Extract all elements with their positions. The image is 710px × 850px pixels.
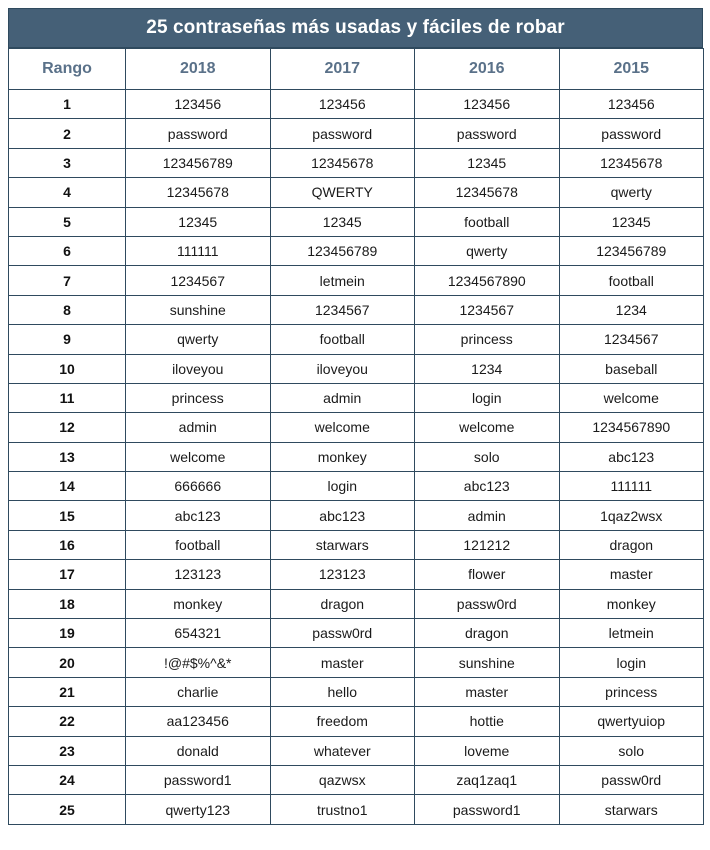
table-row [9, 148, 704, 177]
table-row [9, 178, 704, 207]
cell-2018: 12345678 [126, 178, 271, 207]
rank-cell: 1 [9, 90, 126, 119]
cell-2017: welcome [270, 413, 415, 442]
rank-cell: 23 [9, 736, 126, 765]
cell-2016: password1 [415, 795, 560, 824]
cell-2017: trustno1 [270, 795, 415, 824]
rank-cell: 17 [9, 560, 126, 589]
cell-2016: login [415, 383, 560, 412]
cell-2016: password [415, 119, 560, 148]
cell-2018: aa123456 [126, 707, 271, 736]
table-row [9, 354, 704, 383]
cell-2017: 123456789 [270, 236, 415, 265]
table-row [9, 207, 704, 236]
cell-2015: letmein [559, 619, 704, 648]
rank-cell: 13 [9, 442, 126, 471]
cell-2017: 1234567 [270, 295, 415, 324]
cell-2016: football [415, 207, 560, 236]
cell-2017: freedom [270, 707, 415, 736]
table-title: 25 contraseñas más usadas y fáciles de robar [8, 8, 703, 48]
cell-2015: 111111 [559, 472, 704, 501]
cell-2018: abc123 [126, 501, 271, 530]
rank-cell: 4 [9, 178, 126, 207]
cell-2015: 1234567 [559, 325, 704, 354]
cell-2016: master [415, 677, 560, 706]
cell-2015: qwertyuiop [559, 707, 704, 736]
table-row [9, 707, 704, 736]
cell-2018: 123456 [126, 90, 271, 119]
table-row [9, 589, 704, 618]
header-2018: 2018 [126, 49, 271, 90]
cell-2015: passw0rd [559, 765, 704, 794]
rank-cell: 24 [9, 765, 126, 794]
cell-2015: abc123 [559, 442, 704, 471]
cell-2015: starwars [559, 795, 704, 824]
rank-cell: 11 [9, 383, 126, 412]
header-2015: 2015 [559, 49, 704, 90]
table-body [9, 90, 704, 825]
cell-2018: 654321 [126, 619, 271, 648]
rank-cell: 21 [9, 677, 126, 706]
cell-2017: passw0rd [270, 619, 415, 648]
rank-cell: 15 [9, 501, 126, 530]
header-2017: 2017 [270, 49, 415, 90]
rank-cell: 16 [9, 530, 126, 559]
rank-cell: 3 [9, 148, 126, 177]
cell-2017: abc123 [270, 501, 415, 530]
cell-2018: qwerty123 [126, 795, 271, 824]
cell-2015: qwerty [559, 178, 704, 207]
cell-2018: 666666 [126, 472, 271, 501]
cell-2016: zaq1zaq1 [415, 765, 560, 794]
table-row [9, 765, 704, 794]
table-row [9, 501, 704, 530]
cell-2016: princess [415, 325, 560, 354]
cell-2016: flower [415, 560, 560, 589]
cell-2015: football [559, 266, 704, 295]
cell-2017: master [270, 648, 415, 677]
cell-2017: 123456 [270, 90, 415, 119]
cell-2016: 12345678 [415, 178, 560, 207]
cell-2018: 123123 [126, 560, 271, 589]
cell-2016: qwerty [415, 236, 560, 265]
cell-2018: admin [126, 413, 271, 442]
rank-cell: 9 [9, 325, 126, 354]
header-row [9, 49, 704, 90]
table-row [9, 736, 704, 765]
table-row [9, 383, 704, 412]
table-row [9, 236, 704, 265]
cell-2017: football [270, 325, 415, 354]
cell-2015: login [559, 648, 704, 677]
cell-2016: welcome [415, 413, 560, 442]
cell-2017: 12345678 [270, 148, 415, 177]
table-row [9, 648, 704, 677]
cell-2015: dragon [559, 530, 704, 559]
cell-2018: donald [126, 736, 271, 765]
cell-2015: master [559, 560, 704, 589]
cell-2017: 123123 [270, 560, 415, 589]
table-row [9, 266, 704, 295]
cell-2017: admin [270, 383, 415, 412]
cell-2017: login [270, 472, 415, 501]
rank-cell: 8 [9, 295, 126, 324]
rank-cell: 2 [9, 119, 126, 148]
cell-2018: 123456789 [126, 148, 271, 177]
cell-2015: monkey [559, 589, 704, 618]
cell-2018: monkey [126, 589, 271, 618]
rank-cell: 7 [9, 266, 126, 295]
cell-2016: passw0rd [415, 589, 560, 618]
cell-2017: dragon [270, 589, 415, 618]
rank-cell: 22 [9, 707, 126, 736]
cell-2016: admin [415, 501, 560, 530]
rank-cell: 25 [9, 795, 126, 824]
rank-cell: 19 [9, 619, 126, 648]
cell-2016: sunshine [415, 648, 560, 677]
table-row [9, 530, 704, 559]
cell-2015: princess [559, 677, 704, 706]
cell-2017: starwars [270, 530, 415, 559]
cell-2017: password [270, 119, 415, 148]
cell-2018: iloveyou [126, 354, 271, 383]
cell-2018: charlie [126, 677, 271, 706]
cell-2018: welcome [126, 442, 271, 471]
cell-2017: whatever [270, 736, 415, 765]
cell-2018: password1 [126, 765, 271, 794]
cell-2016: 1234 [415, 354, 560, 383]
cell-2016: abc123 [415, 472, 560, 501]
table-row [9, 560, 704, 589]
cell-2018: qwerty [126, 325, 271, 354]
cell-2017: letmein [270, 266, 415, 295]
table-row [9, 472, 704, 501]
cell-2015: baseball [559, 354, 704, 383]
rank-cell: 12 [9, 413, 126, 442]
cell-2016: 1234567890 [415, 266, 560, 295]
cell-2015: welcome [559, 383, 704, 412]
cell-2016: 121212 [415, 530, 560, 559]
cell-2016: hottie [415, 707, 560, 736]
table-row [9, 90, 704, 119]
rank-cell: 14 [9, 472, 126, 501]
cell-2015: 12345678 [559, 148, 704, 177]
cell-2016: solo [415, 442, 560, 471]
header-2016: 2016 [415, 49, 560, 90]
cell-2016: 12345 [415, 148, 560, 177]
cell-2018: football [126, 530, 271, 559]
header-rank: Rango [9, 49, 126, 90]
cell-2017: 12345 [270, 207, 415, 236]
cell-2016: dragon [415, 619, 560, 648]
password-table [8, 48, 704, 825]
cell-2017: qazwsx [270, 765, 415, 794]
table-row [9, 119, 704, 148]
cell-2018: password [126, 119, 271, 148]
cell-2015: 1234 [559, 295, 704, 324]
table-row [9, 795, 704, 824]
cell-2017: QWERTY [270, 178, 415, 207]
cell-2015: 123456 [559, 90, 704, 119]
cell-2018: 1234567 [126, 266, 271, 295]
cell-2015: solo [559, 736, 704, 765]
cell-2016: 1234567 [415, 295, 560, 324]
password-table-container [8, 8, 703, 825]
table-row [9, 677, 704, 706]
cell-2015: 12345 [559, 207, 704, 236]
cell-2017: iloveyou [270, 354, 415, 383]
cell-2017: monkey [270, 442, 415, 471]
cell-2016: loveme [415, 736, 560, 765]
table-row [9, 295, 704, 324]
cell-2015: password [559, 119, 704, 148]
cell-2017: hello [270, 677, 415, 706]
cell-2018: 111111 [126, 236, 271, 265]
table-row [9, 442, 704, 471]
cell-2018: 12345 [126, 207, 271, 236]
cell-2015: 123456789 [559, 236, 704, 265]
cell-2018: !@#$%^&* [126, 648, 271, 677]
cell-2015: 1234567890 [559, 413, 704, 442]
rank-cell: 5 [9, 207, 126, 236]
table-row [9, 619, 704, 648]
rank-cell: 10 [9, 354, 126, 383]
rank-cell: 6 [9, 236, 126, 265]
cell-2015: 1qaz2wsx [559, 501, 704, 530]
cell-2018: sunshine [126, 295, 271, 324]
table-row [9, 325, 704, 354]
cell-2016: 123456 [415, 90, 560, 119]
table-row [9, 413, 704, 442]
rank-cell: 20 [9, 648, 126, 677]
rank-cell: 18 [9, 589, 126, 618]
cell-2018: princess [126, 383, 271, 412]
